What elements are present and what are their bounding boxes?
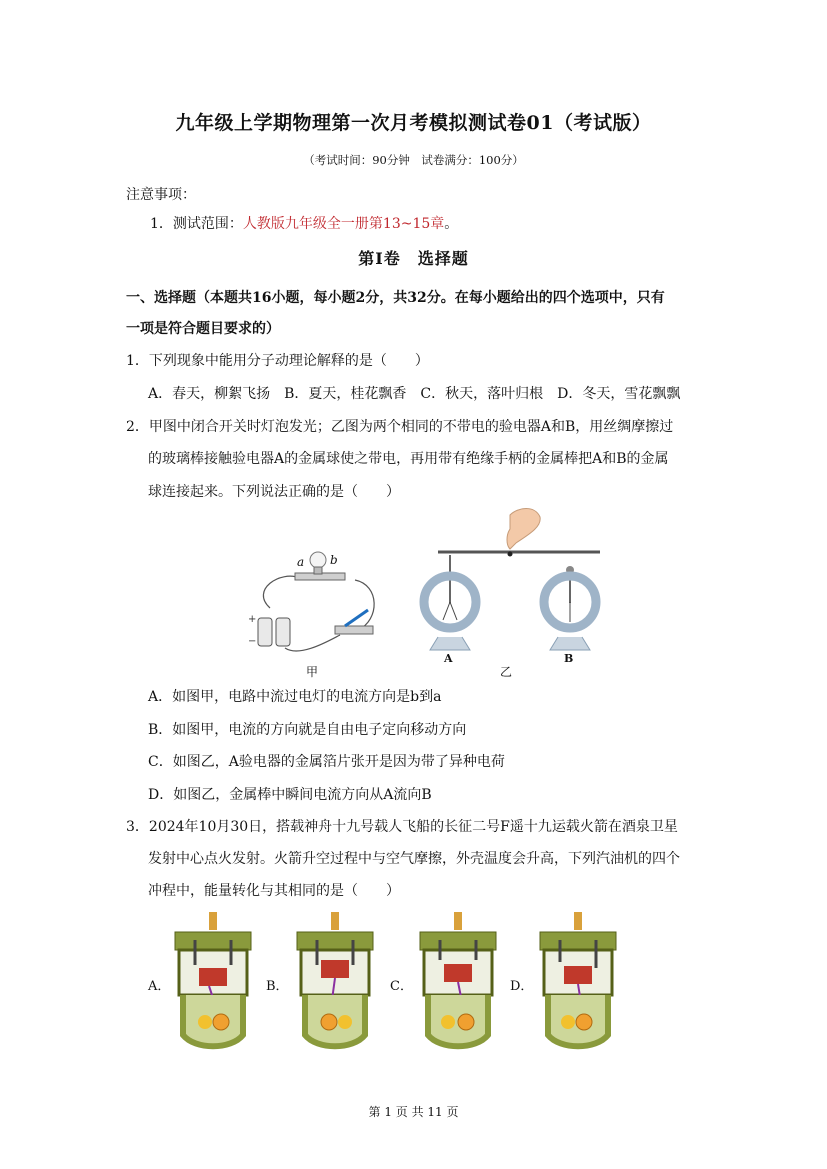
engine-diagram-b [287, 910, 387, 1055]
part1-heading-line1: 一、选择题（本题共16小题，每小题2分，共32分。在每小题给出的四个选项中，只有 [126, 290, 665, 306]
electroscope-figure [410, 505, 610, 665]
notes-item-1-suffix: 。 [444, 216, 459, 232]
label-electroscope-a: A [444, 652, 453, 665]
q2-stem-line3: 球连接起来。下列说法正确的是（ ） [148, 484, 400, 500]
exam-info: （考试时间：90分钟 试卷满分：100分） [303, 153, 524, 167]
page-footer: 第 1 页 共 11 页 [368, 1105, 459, 1119]
notes-heading: 注意事项： [126, 187, 196, 203]
q2-stem-line2: 的玻璃棒接触验电器A的金属球使之带电，再用带有绝缘手柄的金属棒把A和B的金属 [148, 451, 669, 467]
electroscope-b [544, 566, 596, 650]
label-yi: 乙 [500, 665, 513, 679]
q3-label-d: D． [510, 979, 534, 994]
q3-stem-line2: 发射中心点火发射。火箭升空过程中与空气摩擦，外壳温度会升高，下列汽油机的四个 [148, 851, 680, 867]
q2-stem-line1: 2．甲图中闭合开关时灯泡发光；乙图为两个相同的不带电的验电器A和B，用丝绸摩擦过 [126, 419, 674, 435]
q3-stem-line3: 冲程中，能量转化与其相同的是（ ） [148, 883, 400, 899]
notes-item-1-prefix: 1．测试范围： [150, 216, 243, 232]
q2-option-a: A．如图甲，电路中流过电灯的电流方向是b到a [148, 689, 442, 705]
q2-option-c: C．如图乙，A验电器的金属箔片张开是因为带了异种电荷 [148, 754, 505, 770]
notes-item-1 [150, 213, 458, 233]
q3-label-b: B． [266, 979, 289, 994]
q1-options: A．春天，柳絮飞扬 B．夏天，桂花飘香 C．秋天，落叶归根 D．冬天，雪花飘飘 [148, 386, 681, 402]
page-title: 九年级上学期物理第一次月考模拟测试卷01（考试版） [175, 112, 652, 134]
section-title: 第Ⅰ卷 选择题 [358, 249, 469, 268]
engine-diagram-d [530, 910, 630, 1055]
q3-label-c: C． [390, 979, 413, 994]
label-a: a [297, 555, 305, 569]
circuit-figure [240, 540, 390, 680]
label-electroscope-b: B [564, 652, 574, 665]
engine-diagram-a [165, 910, 265, 1055]
q3-label-a: A． [148, 979, 171, 994]
q2-option-b: B．如图甲，电流的方向就是自由电子定向移动方向 [148, 722, 467, 738]
q3-stem-line1: 3．2024年10月30日，搭载神舟十九号载人飞船的长征二号F遥十九运载火箭在酒泉卫星 [126, 819, 678, 835]
electroscope-a [424, 555, 476, 650]
q2-option-d: D．如图乙，金属棒中瞬间电流方向从A流向B [148, 787, 432, 803]
test-scope: 人教版九年级全一册第13~15章 [242, 216, 445, 232]
svg-text:+: + [248, 614, 257, 625]
svg-text:−: − [248, 636, 257, 647]
part1-heading-line2: 一项是符合题目要求的） [126, 321, 280, 337]
engine-diagram-c [410, 910, 510, 1055]
label-jia: 甲 [306, 665, 319, 679]
label-b: b [330, 553, 338, 567]
q1-stem: 1．下列现象中能用分子动理论解释的是（ ） [126, 353, 429, 369]
